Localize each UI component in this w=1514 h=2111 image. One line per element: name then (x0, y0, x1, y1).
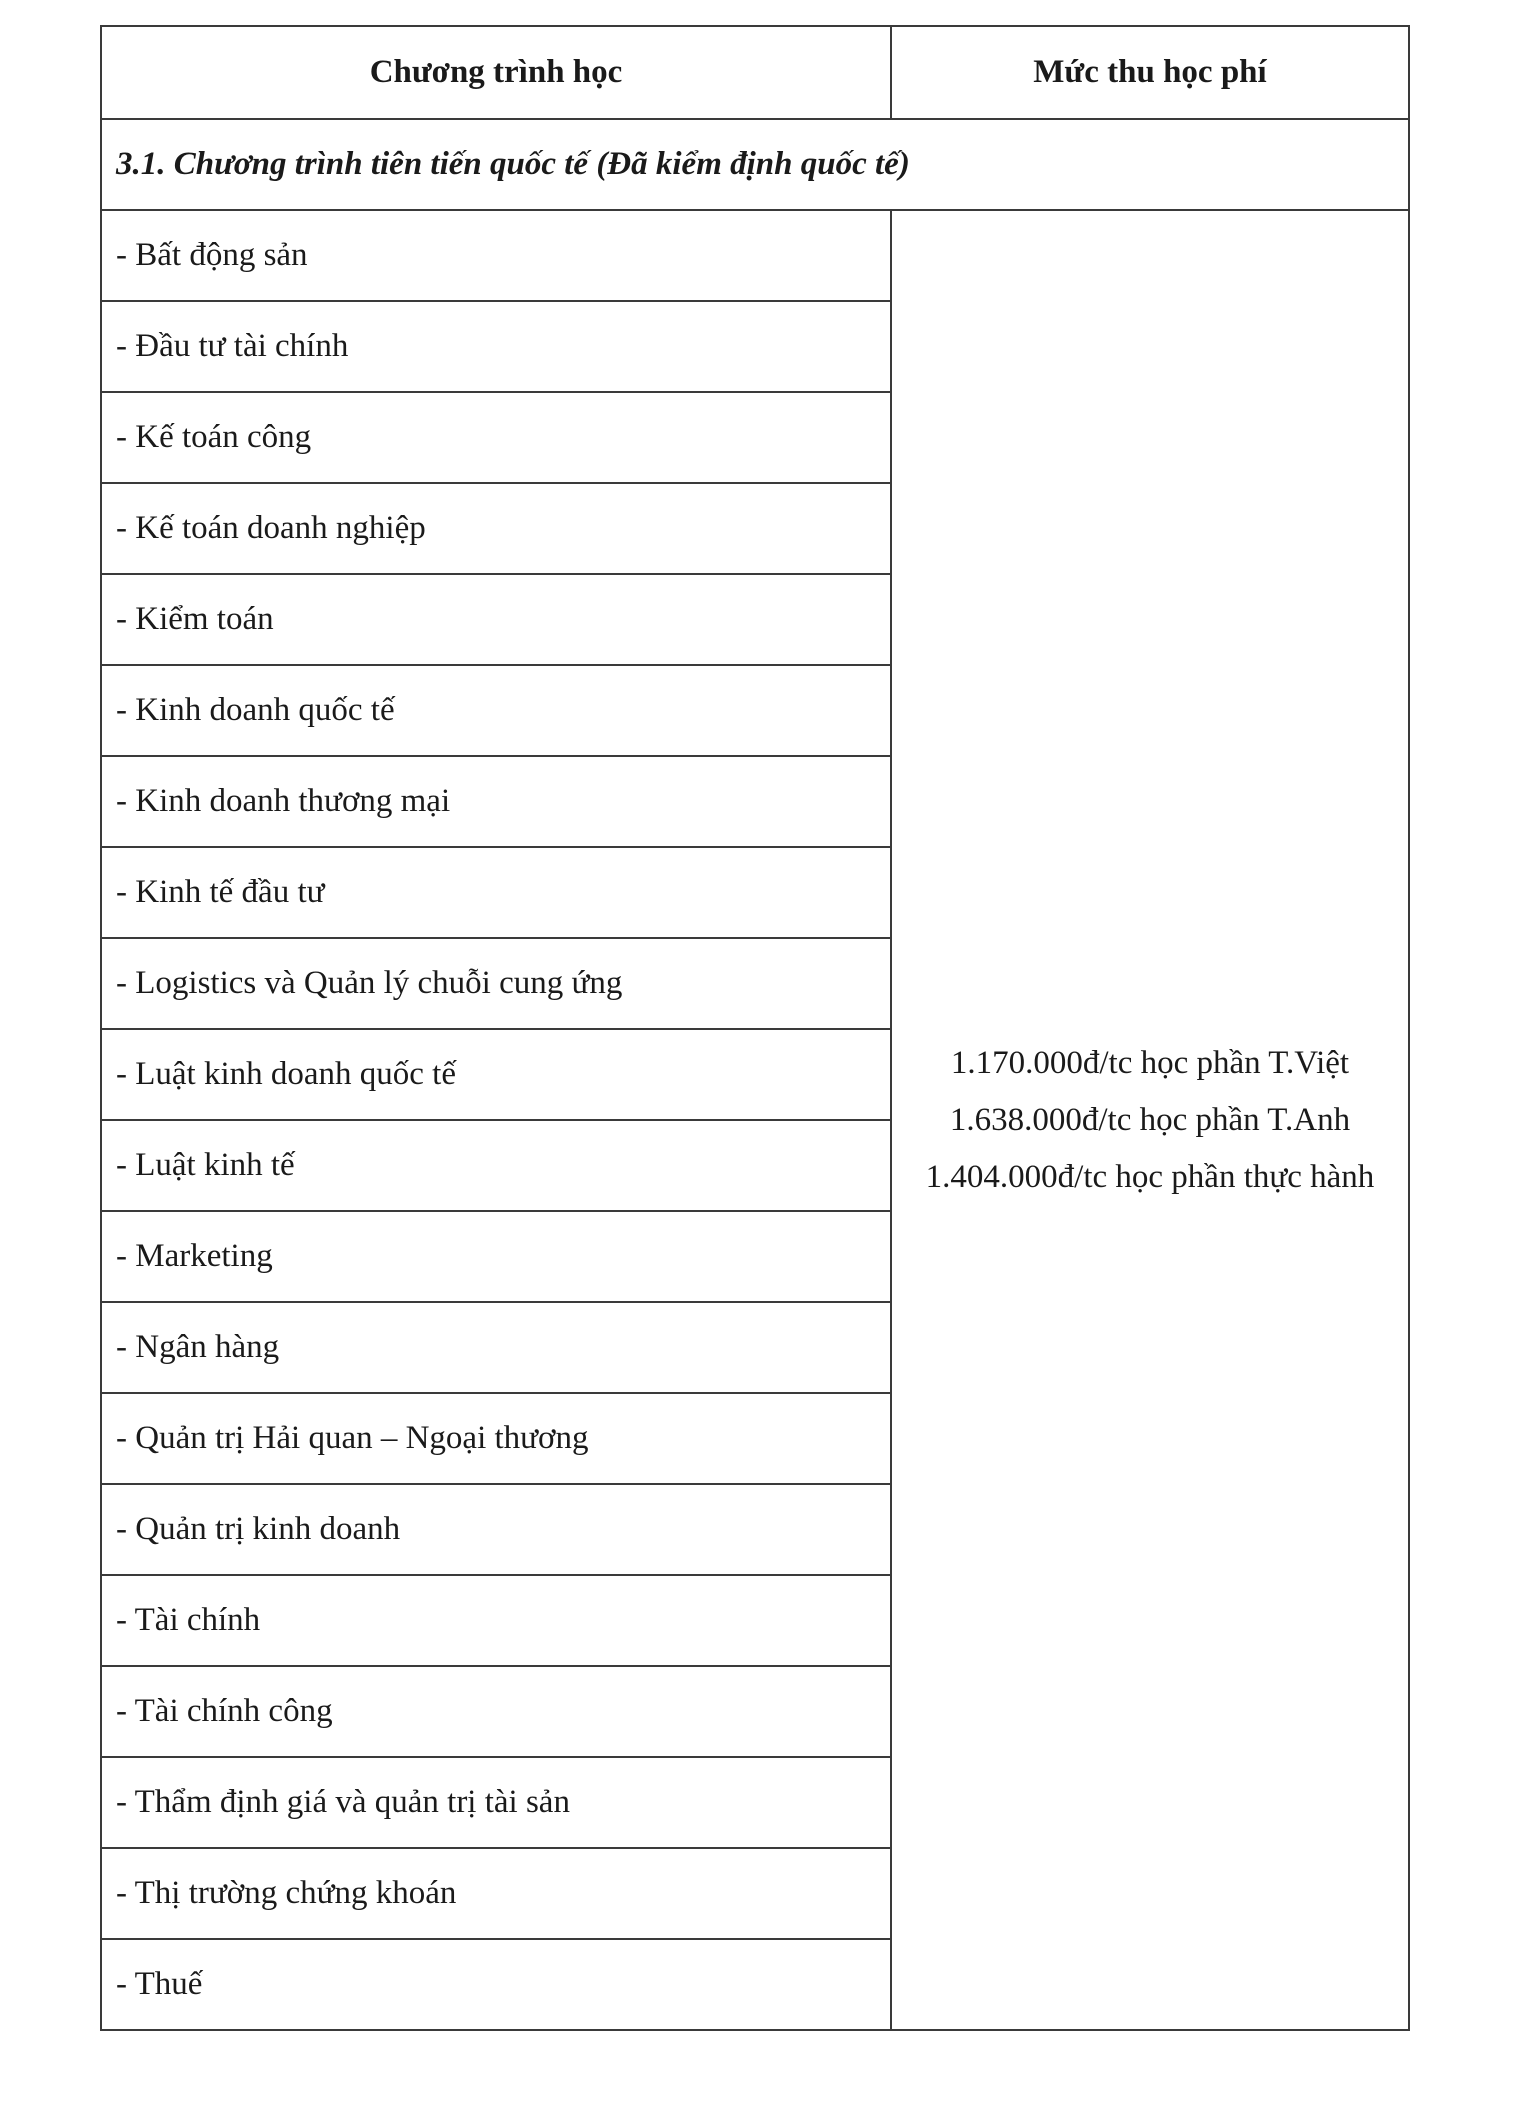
header-row (101, 26, 1409, 119)
program-name: - Bất động sản (101, 210, 891, 301)
section-title: 3.1. Chương trình tiên tiến quốc tế (Đã kiểm định quốc tế) (101, 119, 1409, 210)
program-name: - Kinh doanh thương mại (101, 756, 891, 847)
section-row (101, 119, 1409, 210)
program-name: - Tài chính (101, 1575, 891, 1666)
fee-line: 1.404.000đ/tc học phần thực hành (925, 1158, 1375, 1195)
program-name: - Tài chính công (101, 1666, 891, 1757)
program-column-header: Chương trình học (101, 26, 891, 119)
program-name: - Thẩm định giá và quản trị tài sản (101, 1757, 891, 1848)
fee-line: 1.638.000đ/tc học phần T.Anh (949, 1101, 1351, 1138)
program-name: - Luật kinh doanh quốc tế (101, 1029, 891, 1120)
program-name: - Ngân hàng (101, 1302, 891, 1393)
program-name: - Kiểm toán (101, 574, 891, 665)
program-name: - Logistics và Quản lý chuỗi cung ứng (101, 938, 891, 1029)
program-name: - Quản trị Hải quan – Ngoại thương (101, 1393, 891, 1484)
fee-line: 1.170.000đ/tc học phần T.Việt (950, 1044, 1350, 1081)
program-name: - Thị trường chứng khoán (101, 1848, 891, 1939)
program-name: - Kế toán doanh nghiệp (101, 483, 891, 574)
program-name: - Luật kinh tế (101, 1120, 891, 1211)
program-name: - Kinh tế đầu tư (101, 847, 891, 938)
table-body (101, 119, 1409, 2030)
fee-column-header: Mức thu học phí (891, 26, 1409, 119)
program-name: - Thuế (101, 1939, 891, 2030)
program-name: - Kế toán công (101, 392, 891, 483)
program-name: - Kinh doanh quốc tế (101, 665, 891, 756)
program-name: - Quản trị kinh doanh (101, 1484, 891, 1575)
fee-cell (891, 210, 1409, 2030)
tuition-fee-table (100, 25, 1410, 2031)
program-name: - Đầu tư tài chính (101, 301, 891, 392)
program-name: - Marketing (101, 1211, 891, 1302)
table-row (101, 210, 1409, 301)
